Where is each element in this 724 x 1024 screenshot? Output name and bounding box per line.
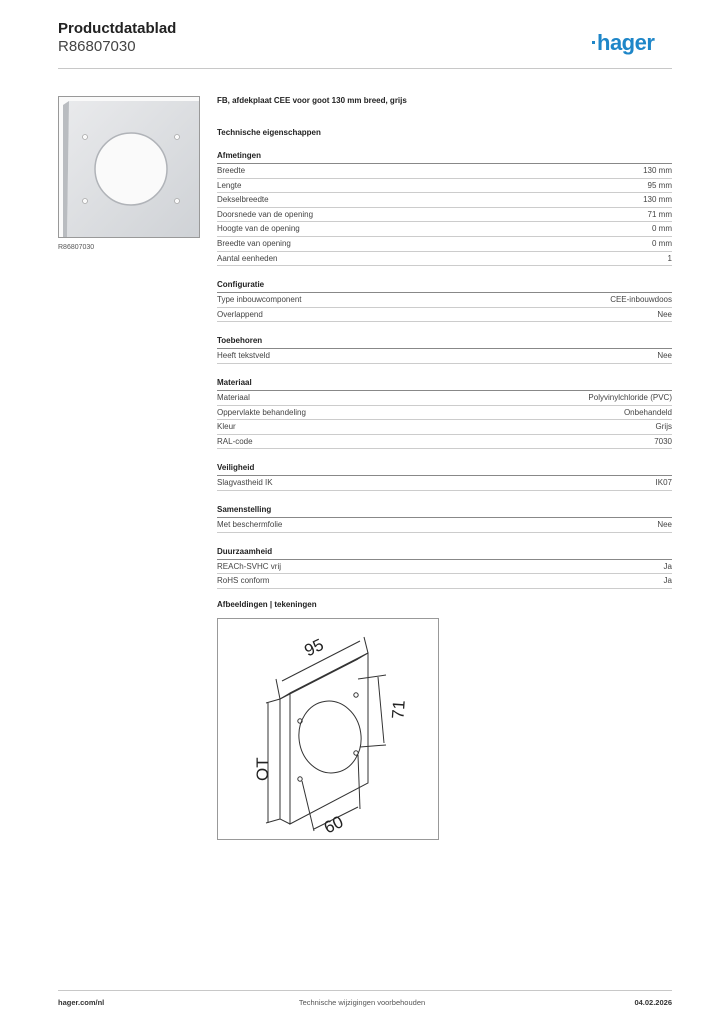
spec-row [217,518,672,533]
spec-value: Nee [657,519,672,529]
spec-row [217,193,672,208]
document-header [58,20,176,56]
spec-value: 95 mm [647,180,672,190]
dimension-label-bottom: 60 [320,812,347,838]
spec-row [217,308,672,323]
logo-dot-icon [592,41,595,44]
spec-group-title: Veiligheid [217,463,672,476]
spec-row [217,435,672,450]
hager-logo[interactable] [592,30,654,56]
dimension-drawing-icon [218,619,438,839]
document-title: Productdatablad [58,20,177,37]
footer-notice: Technische wijzigingen voorbehouden [298,998,426,1007]
spec-row [217,476,672,491]
spec-label: Heeft tekstveld [217,351,270,361]
spec-row [217,293,672,308]
spec-value: 1 [667,253,672,263]
spec-value: IK07 [655,478,672,488]
spec-group-materiaal [217,378,672,449]
spec-group-title: Samenstelling [217,505,672,518]
spec-label: Slagvastheid IK [217,478,273,488]
spec-column [217,96,672,589]
logo-text: hager [597,30,655,55]
dimension-label-right: 71 [388,699,409,720]
spec-group-veiligheid [217,463,672,491]
footer-date: 04.02.2026 [634,998,672,1007]
spec-label: Doorsnede van de opening [217,209,314,219]
spec-label: Breedte van opening [217,238,291,248]
spec-row [217,349,672,364]
spec-value: 0 mm [652,238,672,248]
spec-value: Ja [663,576,672,586]
spec-group-configuratie [217,280,672,322]
spec-row [217,222,672,237]
spec-row [217,560,672,575]
drawings-heading: Afbeeldingen | tekeningen [217,600,317,609]
spec-label: Kleur [217,422,236,432]
spec-group-title: Afmetingen [217,151,672,164]
spec-group-title: Materiaal [217,378,672,391]
header-divider [58,68,672,69]
spec-row [217,252,672,267]
spec-label: Dekselbreedte [217,195,269,205]
spec-group-samenstelling [217,505,672,533]
spec-label: RoHS conform [217,576,270,586]
spec-value: 130 mm [643,166,672,175]
spec-group-title: Configuratie [217,280,672,293]
dimension-label-top: 95 [301,634,327,661]
spec-row [217,574,672,589]
specs-heading: Technische eigenschappen [217,128,321,137]
spec-group-afmetingen [217,151,672,266]
spec-value: Onbehandeld [623,407,672,417]
dimension-label-left: OT [253,757,272,781]
spec-group-duurzaamheid [217,547,672,589]
spec-value: 0 mm [652,224,672,234]
spec-label: Breedte [217,166,246,175]
spec-label: Lengte [217,180,242,190]
footer-website-link[interactable]: hager.com/nl [58,998,105,1007]
product-number: R86807030 [58,38,136,55]
spec-label: Met beschermfolie [217,519,283,529]
spec-group-toebehoren [217,336,672,364]
spec-group-title: Toebehoren [217,336,672,349]
spec-value: Polyvinylchloride (PVC) [588,392,672,402]
spec-group-title: Duurzaamheid [217,547,672,560]
product-description: FB, afdekplaat CEE voor goot 130 mm breed, grijs [217,96,407,105]
footer-divider [58,990,672,991]
spec-row [217,179,672,194]
spec-value: Ja [663,561,672,571]
spec-row [217,237,672,252]
spec-value: Nee [657,351,672,361]
spec-label: RAL-code [217,436,253,446]
cover-plate-photo-icon [59,97,199,237]
technical-drawing [217,618,439,840]
spec-row [217,391,672,406]
spec-label: Overlappend [217,309,263,319]
spec-value: Grijs [655,422,672,432]
product-photo [58,96,200,238]
spec-value: 7030 [654,436,672,446]
spec-label: Type inbouwcomponent [217,295,302,305]
spec-label: REACh-SVHC vrij [217,561,282,571]
spec-row [217,164,672,179]
spec-row [217,208,672,223]
photo-caption: R86807030 [58,244,95,251]
spec-row [217,406,672,421]
spec-label: Materiaal [217,392,250,402]
spec-row [217,420,672,435]
spec-value: 130 mm [643,195,672,205]
spec-label: Aantal eenheden [217,253,278,263]
spec-value: 71 mm [647,209,672,219]
spec-value: CEE-inbouwdoos [610,295,672,305]
spec-label: Hoogte van de opening [217,224,300,234]
spec-value: Nee [657,309,672,319]
spec-label: Oppervlakte behandeling [217,407,306,417]
